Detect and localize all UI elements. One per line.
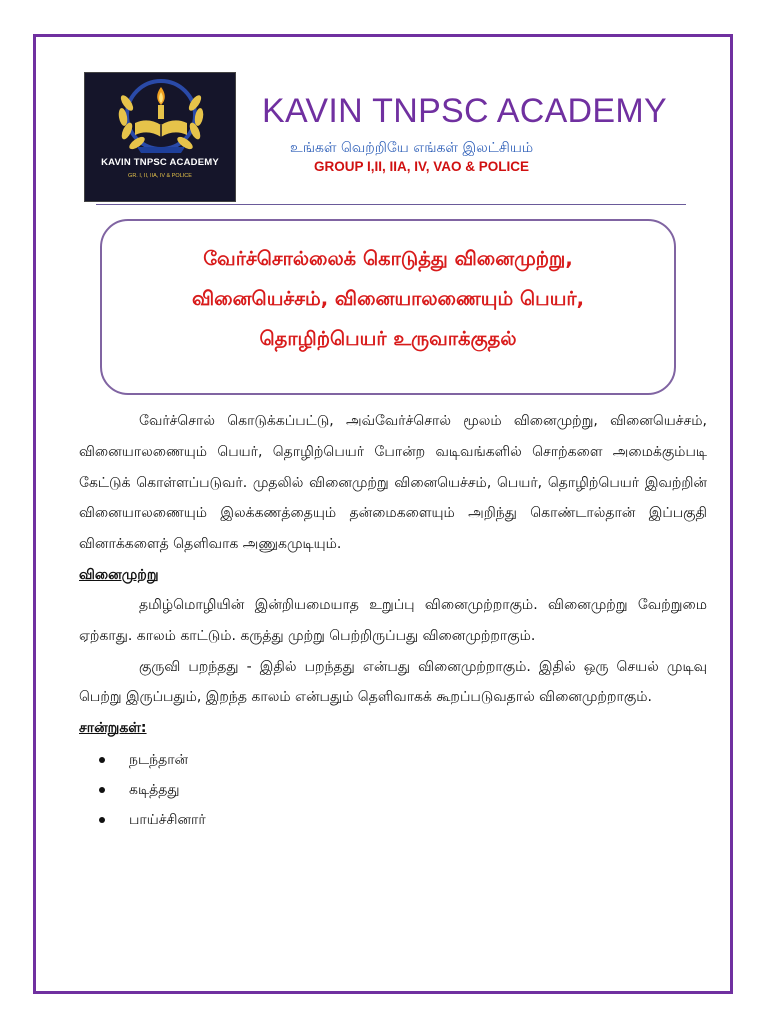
brand-groups: GROUP I,II, IIA, IV, VAO & POLICE [314, 159, 530, 174]
bullet-icon [99, 817, 105, 823]
bullet-icon [99, 757, 105, 763]
examples-heading: சான்றுகள்: [79, 720, 147, 737]
header-divider [96, 204, 686, 205]
list-item-text: கடித்தது [129, 782, 180, 799]
list-item-text: நடந்தான் [129, 752, 189, 769]
academy-logo [84, 72, 236, 202]
list-item [99, 745, 707, 775]
body-paragraph: குருவி பறந்தது - இதில் பறந்தது என்பது வினைமுற்றாகும். இதில் ஒரு செயல் முடிவு பெற்று இருப்பதும், இறந்த காலம் என்பதும் தெளிவாகக் கூறப்படுவதால் வினைமுற்றாகும். [79, 658, 707, 706]
topic-title-line: வேர்ச்சொல்லைக் கொடுத்து வினைமுற்று, [203, 247, 573, 270]
list-item [99, 805, 707, 835]
brand-title: KAVIN TNPSC ACADEMY [262, 92, 667, 130]
examples-list [79, 745, 707, 835]
logo-emblem-icon [85, 73, 236, 202]
topic-title-box [100, 219, 676, 395]
logo-name-text: KAVIN TNPSC ACADEMY [101, 157, 219, 168]
body-paragraph: தமிழ்மொழியின் இன்றியமையாத உறுப்பு வினைமுற்றாகும். வினைமுற்று வேற்றுமை ஏற்காது. காலம் காட்டும். கருத்து முற்று பெற்றிருப்பது வினைமுற்றாகும். [79, 596, 707, 644]
document-body [79, 406, 707, 835]
logo-tagline-text: GR. I, II, IIA, IV & POLICE [128, 173, 192, 179]
list-item [99, 775, 707, 805]
topic-title-line: தொழிற்பெயர் உருவாக்குதல் [259, 327, 517, 350]
brand-slogan: உங்கள் வெற்றியே எங்கள் இலட்சியம் [290, 140, 534, 156]
section-heading: வினைமுற்று [79, 566, 159, 583]
bullet-icon [99, 787, 105, 793]
intro-paragraph: வேர்ச்சொல் கொடுக்கப்பட்டு, அவ்வேர்ச்சொல் மூலம் வினைமுற்று, வினையெச்சம், வினையாலணையும் பெயர், தொழிற்பெயர் போன்ற வடிவங்களில் சொற்களை அமைக்கும்படி கேட்டுக் கொள்ளப்படுவர். முதலில் வினைமுற்று வினையெச்சம், பெயர், தொழிற்பெயர் இவற்றின் வினையாலணையும் இலக்கணத்தையும் தன்மைகளையும் அறிந்து கொண்டால்தான் இப்பகுதி வினாக்களைத் தெளிவாக அணுகமுடியும். [79, 413, 707, 553]
list-item-text: பாய்ச்சினார் [129, 812, 206, 829]
topic-title-line: வினையெச்சம், வினையாலணையும் பெயர், [191, 287, 585, 310]
